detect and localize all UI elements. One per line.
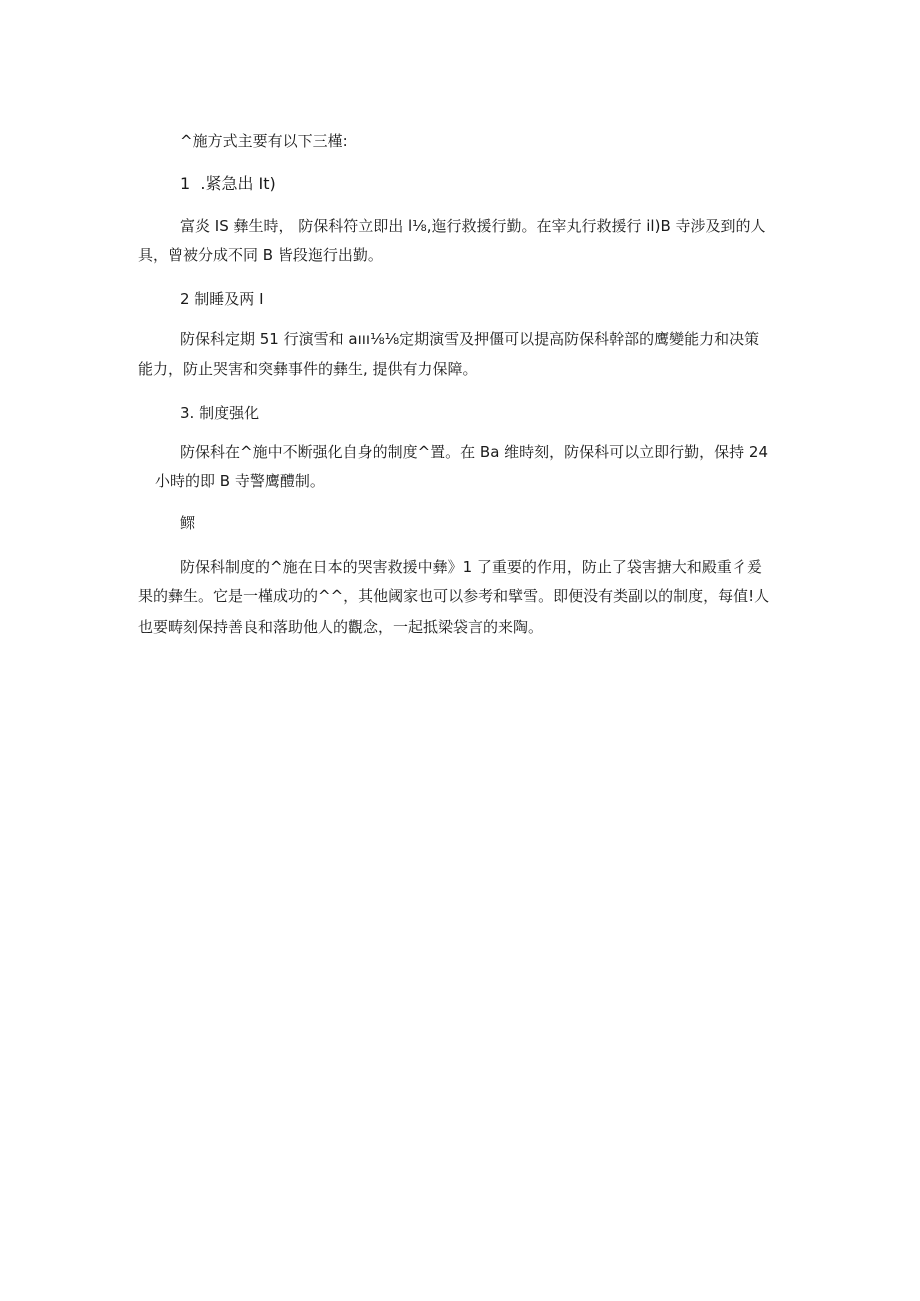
conclusion-line-2: 果的彝生。它是一槿成功的^^，其他阈家也可以参考和擘雪。即便没有类副以的制度，每值!人 bbox=[138, 587, 770, 605]
section-1-title: 1 .紧急出 It) bbox=[180, 174, 276, 193]
intro-text: ^施方式主要有以下三槿: bbox=[180, 132, 348, 150]
section-2-line-2: 能力，防止哭害和突彝事件的彝生, 提供有力保障。 bbox=[138, 360, 478, 378]
section-3-title: 3. 制度强化 bbox=[180, 404, 260, 422]
conclusion-title: 鳏 bbox=[180, 514, 196, 532]
section-3-line-1: 防保科在^施中不断强化自身的制度^置。在 Ba 维時刻，防保科可以立即行勤，保持 24 bbox=[180, 443, 769, 461]
conclusion-line-1: 防保科制度的^施在日本的哭害救援中彝》1 了重要的作用，防止了袋害搪大和殿重彳爰 bbox=[180, 558, 762, 576]
section-3-line-2: 小時的即 B 寺警鹰醴制。 bbox=[155, 472, 325, 490]
section-1-line-1: 富炎 IS 彝生時， 防保科符立即出 l⅛,迤行救援行勤。在宰丸行救援行 il)B 寺涉及到的人 bbox=[180, 217, 766, 235]
section-2-title: 2 制睡及两 I bbox=[180, 290, 264, 308]
section-1-line-2: 具，曾被分成不同 B 皆段迤行出勤。 bbox=[138, 246, 383, 264]
conclusion-line-3: 也要畴刻保持善良和落助他人的觀念，一起抵梁袋言的来陶。 bbox=[138, 618, 544, 636]
section-2-line-1: 防保科定期 51 行演雪和 aııı⅛⅛定期演雪及押僵可以提高防保科幹部的鹰變能力和决策 bbox=[180, 330, 760, 348]
